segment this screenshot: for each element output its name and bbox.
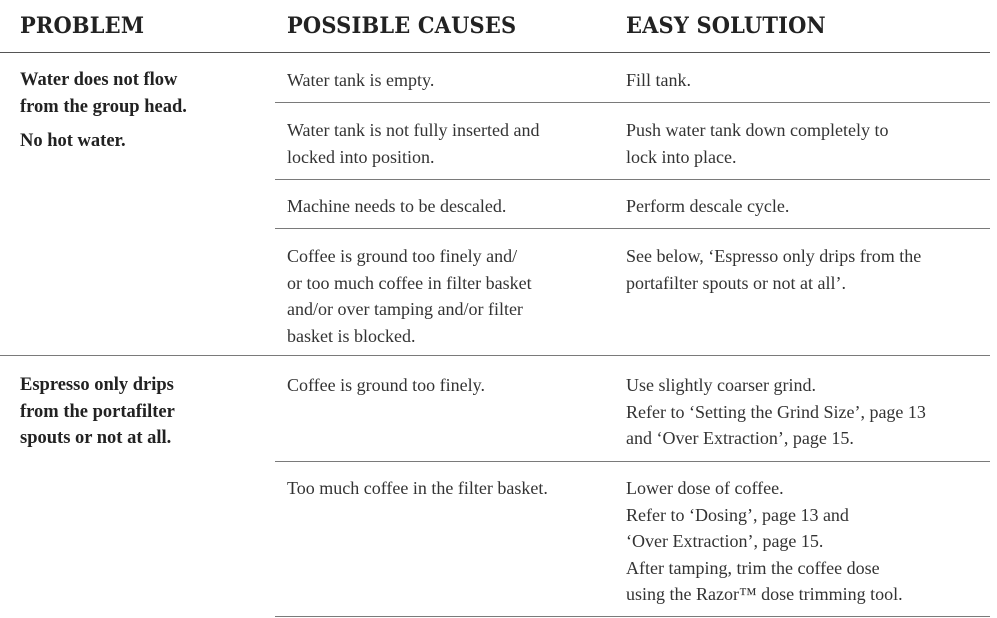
- solution-cell: Lower dose of coffee. Refer to ‘Dosing’, page 13 and ‘Over Extraction’, page 15. After tamping, trim the coffee dose using the Razor™ dose trimming tool.: [626, 478, 903, 604]
- cause-cell: Water tank is empty.: [287, 70, 435, 90]
- header-possible-causes: POSSIBLE CAUSES: [287, 13, 517, 39]
- solution-cell: Perform descale cycle.: [626, 196, 790, 216]
- problem-espresso-drips: Espresso only drips from the portafilter spouts or not at all.: [20, 375, 175, 448]
- solution-cell: See below, ‘Espresso only drips from the portafilter spouts or not at all’.: [626, 246, 922, 293]
- header-easy-solution: EASY SOLUTION: [626, 13, 826, 39]
- row-divider: [275, 616, 990, 617]
- cause-cell: Too much coffee in the filter basket.: [287, 478, 548, 498]
- problem-water-flow: Water does not flow from the group head.: [20, 70, 187, 117]
- solution-cell: Fill tank.: [626, 70, 692, 90]
- solution-cell: Use slightly coarser grind. Refer to ‘Setting the Grind Size’, page 13 and ‘Over Extraction’, page 15.: [626, 375, 926, 448]
- row-divider: [275, 179, 990, 180]
- header-problem: PROBLEM: [20, 13, 145, 39]
- header-rule: [0, 52, 990, 53]
- cause-cell: Water tank is not fully inserted and locked into position.: [287, 120, 540, 167]
- cause-cell: Coffee is ground too finely and/ or too much coffee in filter basket and/or over tamping and/or filter basket is blocked.: [287, 246, 532, 346]
- row-divider: [275, 102, 990, 103]
- group-divider: [0, 355, 990, 356]
- cause-cell: Machine needs to be descaled.: [287, 196, 507, 216]
- row-divider: [275, 228, 990, 229]
- row-divider: [275, 461, 990, 462]
- cause-cell: Coffee is ground too finely.: [287, 375, 485, 395]
- problem-no-hot-water: No hot water.: [20, 131, 126, 151]
- solution-cell: Push water tank down completely to lock into place.: [626, 120, 889, 167]
